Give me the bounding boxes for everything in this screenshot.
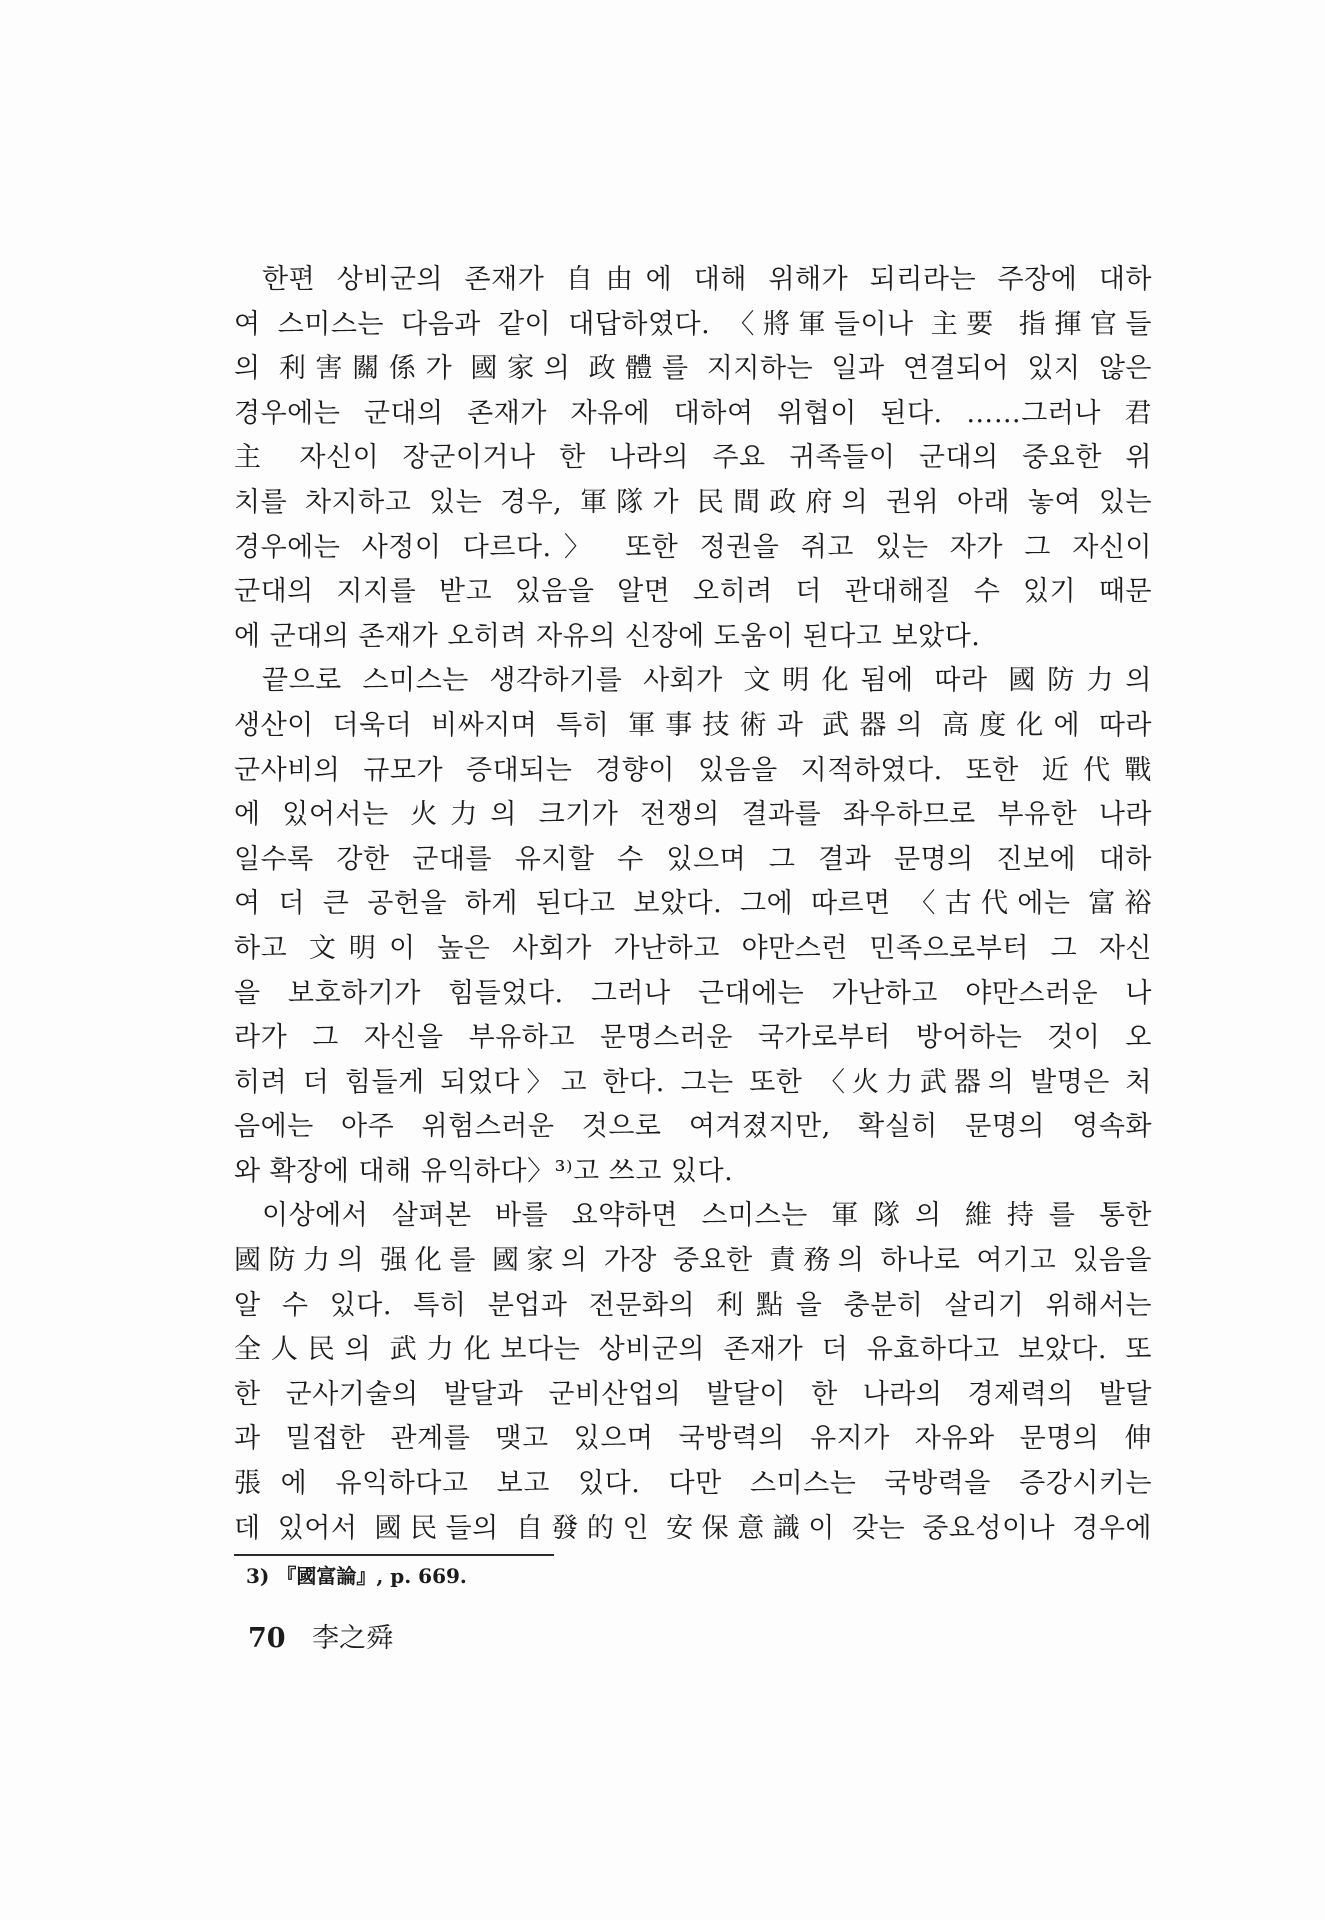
text-line: 군대의 지지를 받고 있음을 알면 오히려 더 관대해질 수 있기 때문 [234,576,1152,608]
text-line: 主 자신이 장군이거나 한 나라의 주요 귀족들이 군대의 중요한 위 [234,442,1152,474]
text-line: 끝으로 스미스는 생각하기를 사회가 文明化됨에 따라 國防力의 [262,665,1152,697]
footnote: 3) 『國富論』, p. 669. [246,1564,467,1588]
text-line: 의 利害關係가 國家의 政體를 지지하는 일과 연결되어 있지 않은 [234,353,1152,385]
text-line: 알 수 있다. 특히 분업과 전문화의 利點을 충분히 살리기 위해서는 [234,1289,1152,1321]
paragraph-1 [234,258,1152,659]
text-line: 경우에는 사정이 다르다.〉 또한 정권을 쥐고 있는 자가 그 자신이 [234,531,1152,563]
page-number: 70 [248,1623,286,1654]
page-footer [248,1622,393,1656]
text-line: 하고 文明이 높은 사회가 가난하고 야만스런 민족으로부터 그 자신 [234,932,1152,964]
text-line: 이상에서 살펴본 바를 요약하면 스미스는 軍隊의 維持를 통한 [262,1200,1152,1232]
text-line: 군사비의 규모가 증대되는 경향이 있음을 지적하였다. 또한 近代戰 [234,754,1152,786]
text-line: 라가 그 자신을 부유하고 문명스러운 국가로부터 방어하는 것이 오 [234,1022,1152,1054]
text-line: 생산이 더욱더 비싸지며 특히 軍事技術과 武器의 高度化에 따라 [234,709,1152,741]
paragraph-2 [234,659,1152,1194]
text-line: 國防力의 强化를 國家의 가장 중요한 責務의 하나로 여기고 있음을 [234,1245,1152,1277]
body-text [234,258,1152,1551]
text-line: 에 있어서는 火力의 크기가 전쟁의 결과를 좌우하므로 부유한 나라 [234,799,1152,831]
text-line: 히려 더 힘들게 되었다〉고 한다. 그는 또한 〈火力武器의 발명은 처 [234,1066,1152,1098]
text-line: 여 스미스는 다음과 같이 대답하였다. 〈將軍들이나 主要 指揮官들 [234,308,1152,340]
text-line: 에 군대의 존재가 오히려 자유의 신장에 도움이 된다고 보았다. [234,620,981,652]
text-line: 한 군사기술의 발달과 군비산업의 발달이 한 나라의 경제력의 발달 [234,1378,1152,1410]
text-line: 데 있어서 國民들의 自發的인 安保意識이 갖는 중요성이나 경우에 [234,1512,1152,1544]
text-line: 한편 상비군의 존재가 自由에 대해 위해가 되리라는 주장에 대하 [262,264,1152,295]
author-name: 李之舜 [312,1623,394,1654]
text-line: 과 밀접한 관계를 맺고 있으며 국방력의 유지가 자유와 문명의 伸 [234,1423,1152,1455]
text-line: 경우에는 군대의 존재가 자유에 대하여 위협이 된다. ……그러나 君 [234,397,1152,429]
text-line: 여 더 큰 공헌을 하게 된다고 보았다. 그에 따르면 〈古代에는 富裕 [234,888,1152,920]
text-line: 全人民의 武力化보다는 상비군의 존재가 더 유효하다고 보았다. 또 [234,1334,1152,1366]
text-line: 일수록 강한 군대를 유지할 수 있으며 그 결과 문명의 진보에 대하 [234,843,1152,875]
paragraph-3 [234,1194,1152,1551]
text-line: 치를 차지하고 있는 경우, 軍隊가 民間政府의 권위 아래 놓여 있는 [234,486,1152,518]
footnote-divider [234,1554,554,1556]
text-line: 음에는 아주 위험스러운 것으로 여겨졌지만, 확실히 문명의 영속화 [234,1111,1152,1143]
text-line: 와 확장에 대해 유익하다〉³⁾고 쓰고 있다. [234,1155,734,1187]
text-line: 張에 유익하다고 보고 있다. 다만 스미스는 국방력을 증강시키는 [234,1468,1152,1500]
text-line: 을 보호하기가 힘들었다. 그러나 근대에는 가난하고 야만스러운 나 [234,977,1152,1009]
